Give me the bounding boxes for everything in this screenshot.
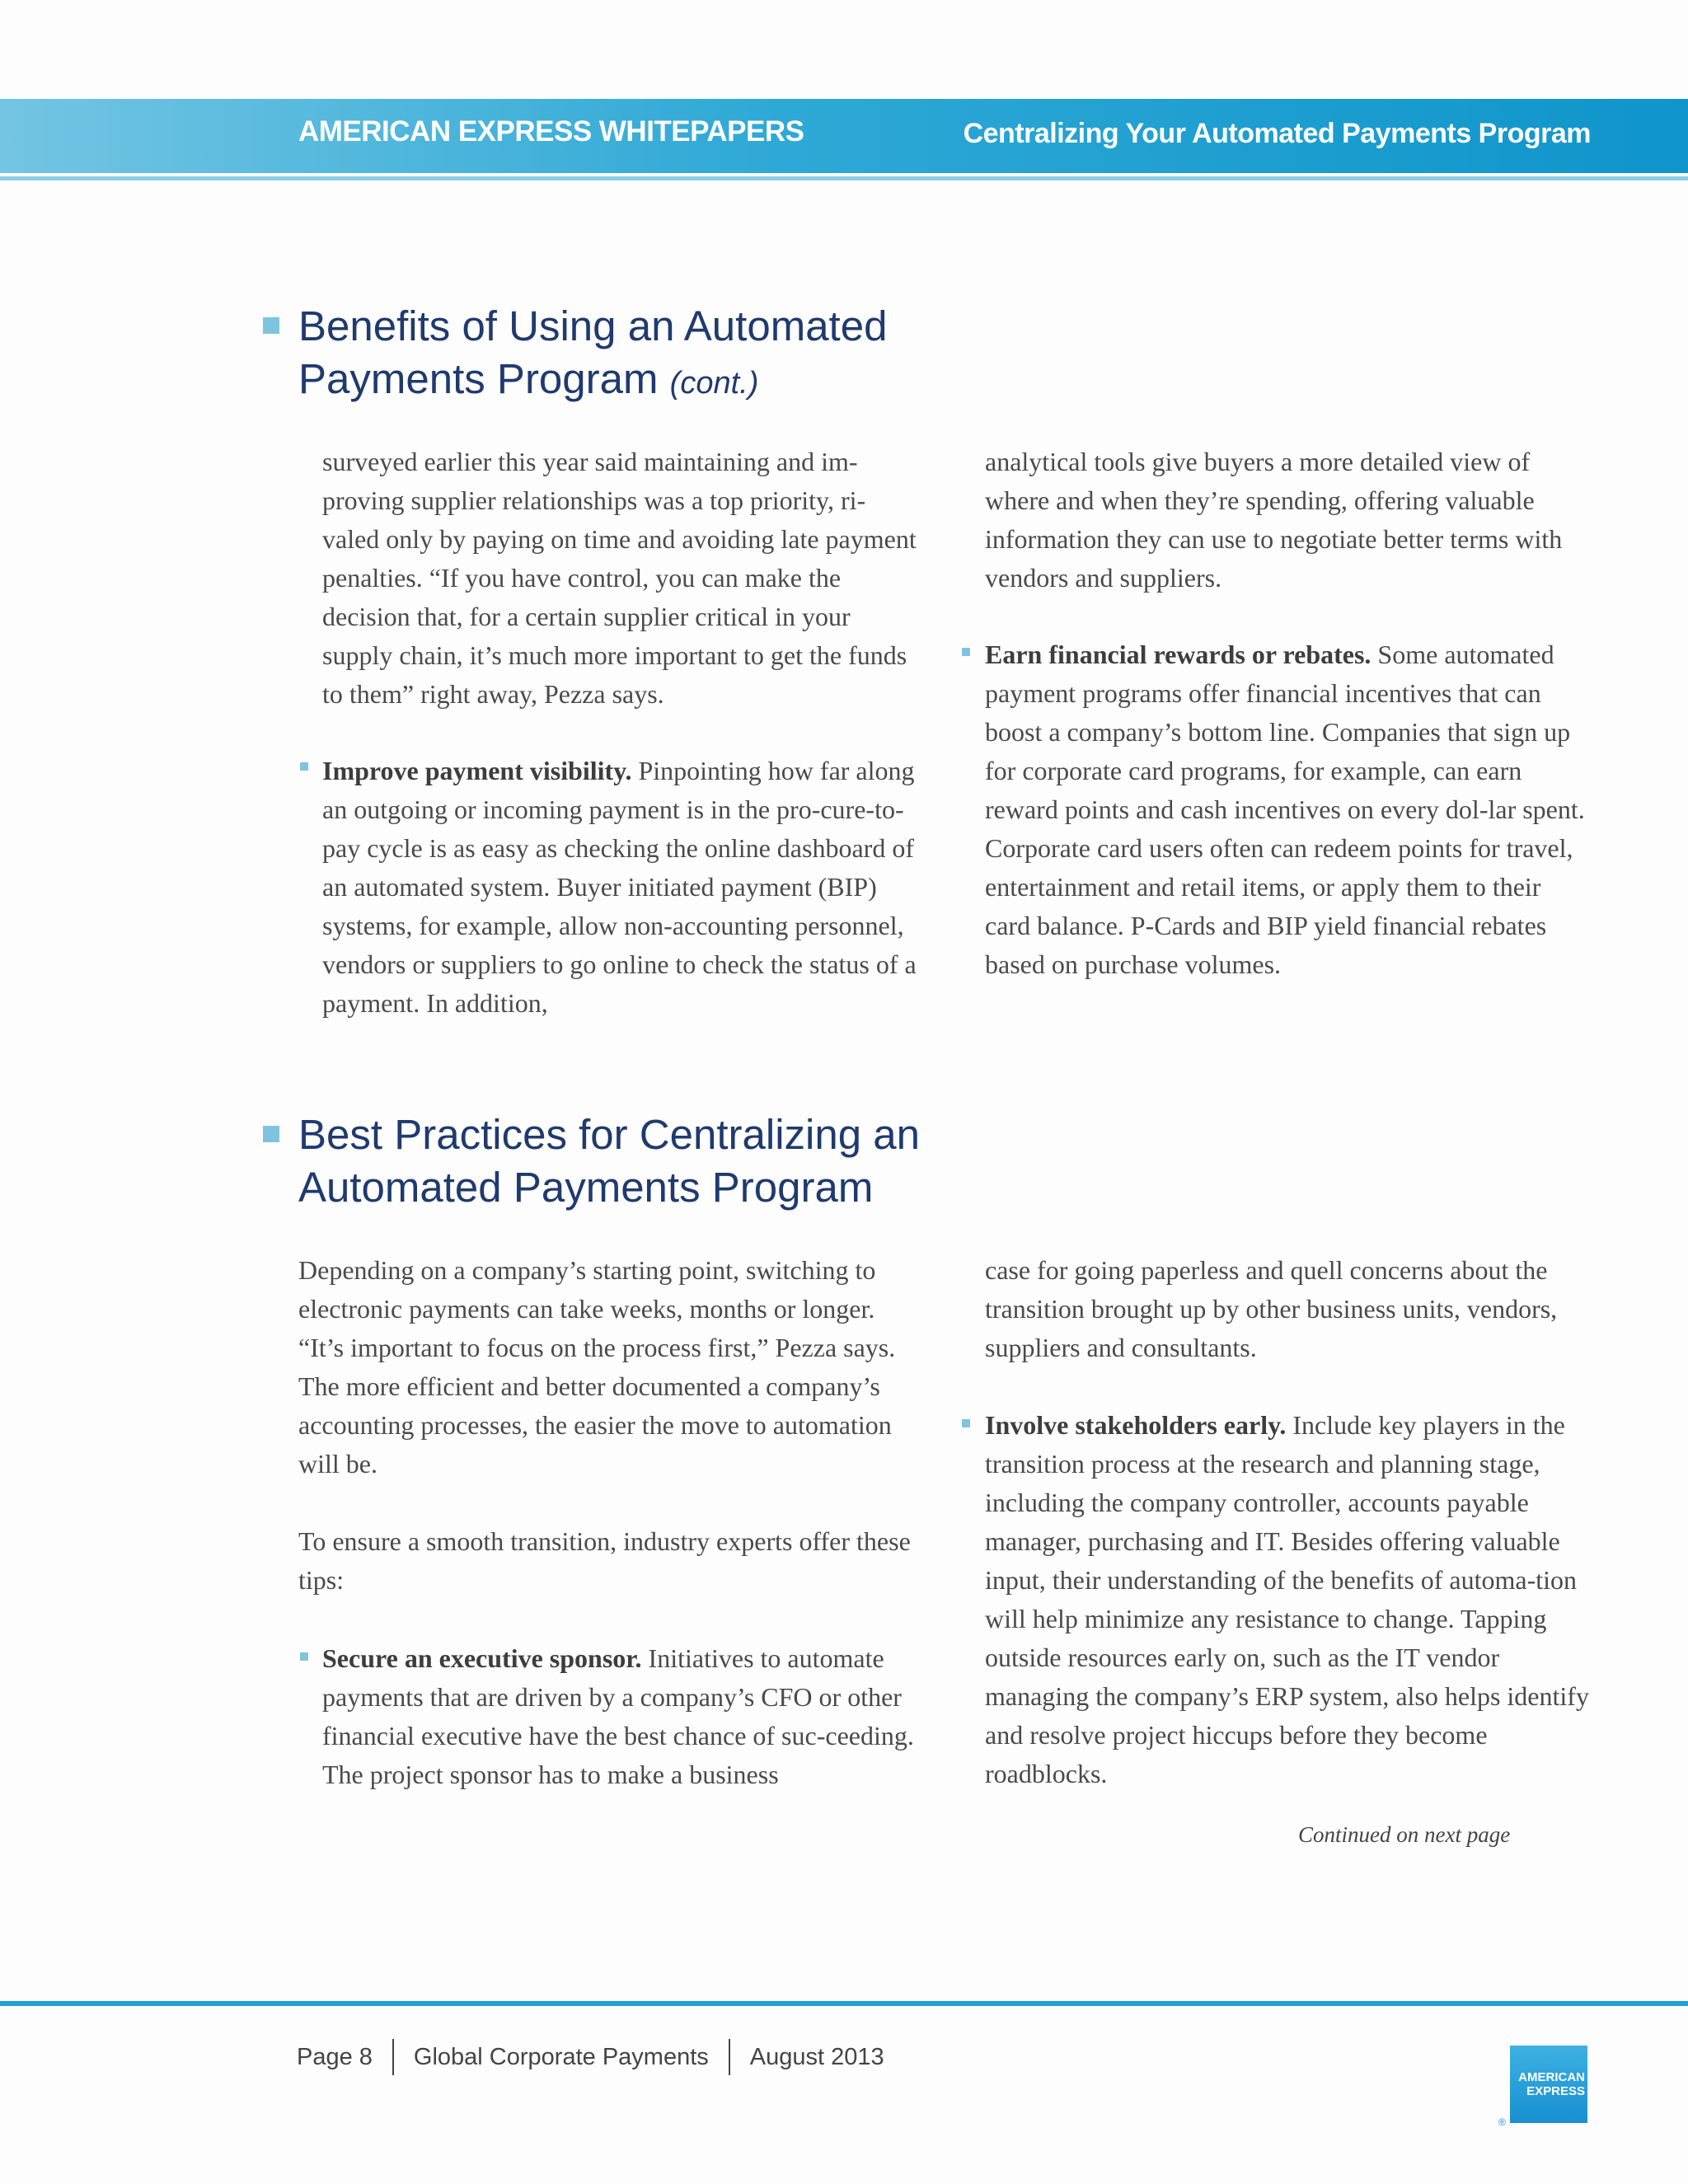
heading-line: Automated Payments Program bbox=[298, 1164, 874, 1211]
american-express-logo bbox=[1510, 2046, 1587, 2123]
heading-text: Payments Program bbox=[298, 355, 659, 402]
list-bullet-icon bbox=[300, 762, 308, 771]
page-number: Page 8 bbox=[297, 2043, 373, 2070]
section-heading-benefits bbox=[298, 300, 887, 410]
body-paragraph: case for going paperless and quell concerns about the transition brought up by other business units, vendors, suppliers and consultants. bbox=[985, 1255, 1558, 1362]
list-bullet-icon bbox=[300, 1652, 308, 1661]
section-bullet-icon bbox=[263, 317, 279, 334]
heading-line: Benefits of Using an Automated bbox=[298, 302, 888, 349]
footer bbox=[297, 2039, 884, 2075]
list-item-text: Initiatives to automate payments that are driven by a company’s CFO or other financial executive have the best chance of suc-ceeding. The project sponsor has to make a business bbox=[322, 1643, 914, 1789]
list-item-lead: Secure an executive sponsor. bbox=[322, 1643, 642, 1673]
list-item-executive-sponsor bbox=[322, 1639, 920, 1794]
logo-text-line: AMERICAN bbox=[1518, 2070, 1585, 2084]
list-item-lead: Involve stakeholders early. bbox=[985, 1410, 1287, 1440]
list-item-text: Include key players in the transition process at the research and planning stage, including the company controller, accounts payable manager, purchasing and IT. Besides offering valuable input, their understanding of the benefits of automa-tion will help minimize any resistance to change. Tapping outside resources early on, such as the IT vendor managing the company’s ERP system, also helps identify and resolve project hiccups before they become roadblocks. bbox=[985, 1410, 1589, 1788]
list-item-financial-rewards bbox=[985, 635, 1591, 984]
list-item-payment-visibility bbox=[322, 752, 920, 1023]
registered-mark: ® bbox=[1498, 2116, 1506, 2128]
heading-cont-label: (cont.) bbox=[669, 366, 759, 401]
header-divider bbox=[0, 176, 1688, 180]
heading-line bbox=[298, 353, 887, 410]
list-item-involve-stakeholders bbox=[985, 1406, 1591, 1793]
logo-text-line: EXPRESS bbox=[1526, 2084, 1585, 2098]
publication-name: Global Corporate Payments bbox=[413, 2043, 709, 2070]
section-heading-best-practices bbox=[298, 1108, 920, 1214]
body-paragraph: To ensure a smooth transition, industry experts offer these tips: bbox=[298, 1526, 911, 1595]
footer-divider bbox=[0, 2001, 1688, 2006]
footer-separator bbox=[392, 2039, 394, 2075]
list-item-text: Some automated payment programs offer financial incentives that can boost a company’s bottom line. Companies that sign up for corporate card programs, for example, can earn reward points and cash incentives on every dol-lar spent. Corporate card users often can redeem points for travel, entertainment and retail items, or apply them to their card balance. P-Cards and BIP yield financial rebates based on purchase volumes. bbox=[985, 640, 1585, 979]
body-paragraph: surveyed earlier this year said maintaining and im-proving supplier relationships was a top priority, ri-valed only by paying on time and avoiding late payment penalties. “If you have control, you can make the decision that, for a certain supplier critical in your supply chain, it’s much more important to get the funds to them” right away, Pezza says. bbox=[322, 447, 917, 709]
section-bullet-icon bbox=[263, 1126, 279, 1142]
list-item-lead: Improve payment visibility. bbox=[322, 756, 632, 785]
header-document-title: Centralizing Your Automated Payments Program bbox=[963, 118, 1591, 149]
list-item-text: Pinpointing how far along an outgoing or incoming payment is in the pro-cure-to-pay cycle is as easy as checking the online dashboard of an automated system. Buyer initiated payment (BIP) systems, for example, allow non-accounting personnel, vendors or suppliers to go online to check the status of a payment. In addition, bbox=[322, 756, 917, 1018]
header-publisher: AMERICAN EXPRESS WHITEPAPERS bbox=[298, 115, 804, 148]
list-item-lead: Earn financial rewards or rebates. bbox=[985, 640, 1372, 669]
continued-note: Continued on next page bbox=[1298, 1822, 1511, 1847]
footer-separator bbox=[729, 2039, 730, 2075]
list-bullet-icon bbox=[962, 1419, 970, 1427]
heading-line: Best Practices for Centralizing an bbox=[298, 1111, 920, 1158]
list-bullet-icon bbox=[962, 648, 970, 656]
publication-date: August 2013 bbox=[749, 2043, 884, 2070]
body-paragraph: analytical tools give buyers a more detailed view of where and when they’re spending, offering valuable information they can use to negotiate better terms with vendors and suppliers. bbox=[985, 447, 1563, 593]
body-paragraph: Depending on a company’s starting point, switching to electronic payments can take weeks, months or longer. “It’s important to focus on the process first,” Pezza says. The more efficient and better documented a company’s accounting processes, the easier the move to automation will be. bbox=[298, 1255, 896, 1479]
